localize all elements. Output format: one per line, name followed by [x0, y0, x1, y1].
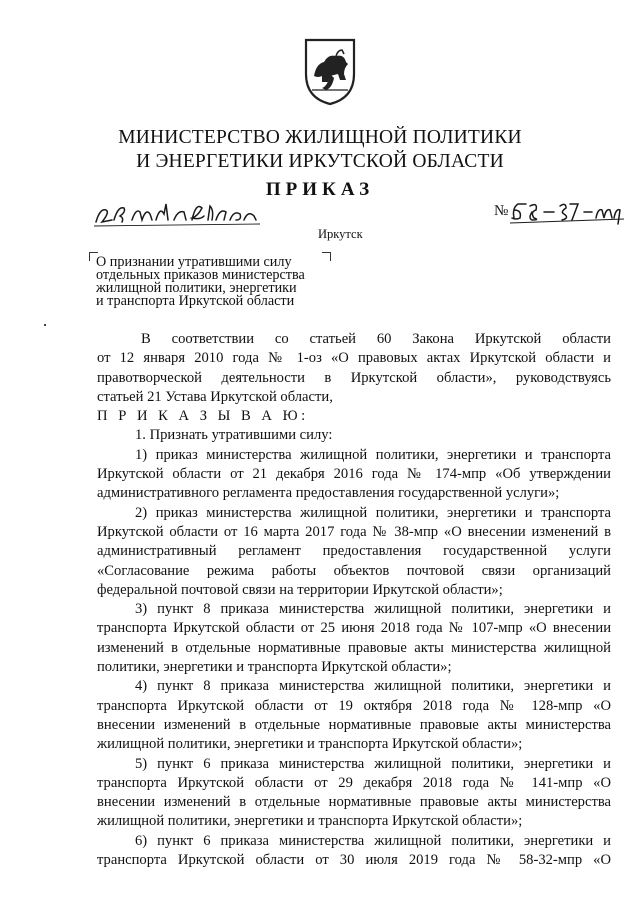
order-number-label: №: [494, 203, 509, 219]
order-body: [97, 330, 611, 870]
item-line: жилищной политики, энергетики и транспорта Иркутской области»;: [97, 813, 523, 830]
preamble-line: от 12 января 2010 года № 1-оз «О правовых актах Иркутской области и: [97, 350, 611, 367]
order-subject: [96, 256, 328, 308]
preamble-line: В соответствии со статьей 60 Закона Иркутской области: [141, 331, 611, 347]
item-line: политики, энергетики и транспорта Иркутской области»;: [97, 659, 452, 676]
item-line: Иркутской области от 16 марта 2017 года № 38-мпр «О внесении изменений в: [97, 523, 611, 540]
subject-line: О признании утратившими силу: [96, 254, 292, 270]
prikazyvayu-heading: П Р И К А З Ы В А Ю:: [97, 408, 309, 425]
item-line: жилищной политики, энергетики и транспорта Иркутской области»;: [97, 736, 523, 753]
item-line: федеральной почтовой связи на территории Иркутской области»;: [97, 581, 503, 598]
item-line: внесении изменений в отдельные нормативные правовые акты министерства: [97, 794, 611, 811]
item-line: транспорта Иркутской области от 25 июня 2018 года № 107-мпр «О внесении: [97, 620, 611, 637]
item-line: транспорта Иркутской области от 29 декабря 2018 года № 141-мпр «О: [97, 774, 611, 791]
item-line: 5) пункт 6 приказа министерства жилищной политики, энергетики и: [135, 755, 611, 772]
item-line: 2) приказ министерства жилищной политики, энергетики и транспорта: [135, 504, 611, 521]
handwritten-order-number: [508, 192, 626, 228]
city-name: Иркутск: [318, 227, 363, 241]
item-line: транспорта Иркутской области от 19 октября 2018 года № 128-мпр «О: [97, 697, 611, 714]
item-line: 4) пункт 8 приказа министерства жилищной политики, энергетики и: [135, 678, 611, 695]
item-line: транспорта Иркутской области от 30 июля 2019 года № 58-32-мпр «О: [97, 852, 611, 869]
preamble-line: статьей 21 Устава Иркутской области,: [97, 388, 333, 405]
item-line: 3) пункт 8 приказа министерства жилищной политики, энергетики и: [135, 601, 611, 618]
item-line: внесении изменений в отдельные нормативные правовые акты министерства: [97, 716, 611, 733]
item-line: «Согласование режима работы объектов почтовой связи организаций: [97, 562, 611, 579]
item-line: административный регламент предоставления государственной услуги: [97, 543, 611, 560]
handwritten-date: [92, 194, 262, 230]
item-line: Иркутской области от 21 декабря 2016 года № 174-мпр «Об утверждении: [97, 466, 611, 483]
subject-line: жилищной политики, энергетики: [96, 280, 297, 296]
item-line: административного регламента предоставления государственной услуги»;: [97, 485, 560, 502]
point-1: 1. Признать утратившими силу:: [135, 427, 333, 444]
subject-line: и транспорта Иркутской области: [96, 293, 295, 309]
item-line: 1) приказ министерства жилищной политики, энергетики и транспорта: [135, 446, 611, 463]
ministry-name-line2: И ЭНЕРГЕТИКИ ИРКУТСКОЙ ОБЛАСТИ: [136, 151, 504, 172]
ministry-name-line1: МИНИСТЕРСТВО ЖИЛИЩНОЙ ПОЛИТИКИ: [118, 127, 522, 148]
document-type-title: ПРИКАЗ: [265, 179, 375, 200]
scan-speck: [44, 324, 46, 326]
coat-of-arms-icon: [300, 34, 360, 108]
item-line: изменений в отдельные нормативные правовые акты министерства жилищной: [97, 639, 611, 656]
subject-line: отдельных приказов министерства: [96, 267, 305, 283]
item-line: 6) пункт 6 приказа министерства жилищной политики, энергетики и: [135, 832, 611, 849]
preamble-line: правотворческой деятельности в Иркутской области», руководствуясь: [97, 369, 611, 386]
